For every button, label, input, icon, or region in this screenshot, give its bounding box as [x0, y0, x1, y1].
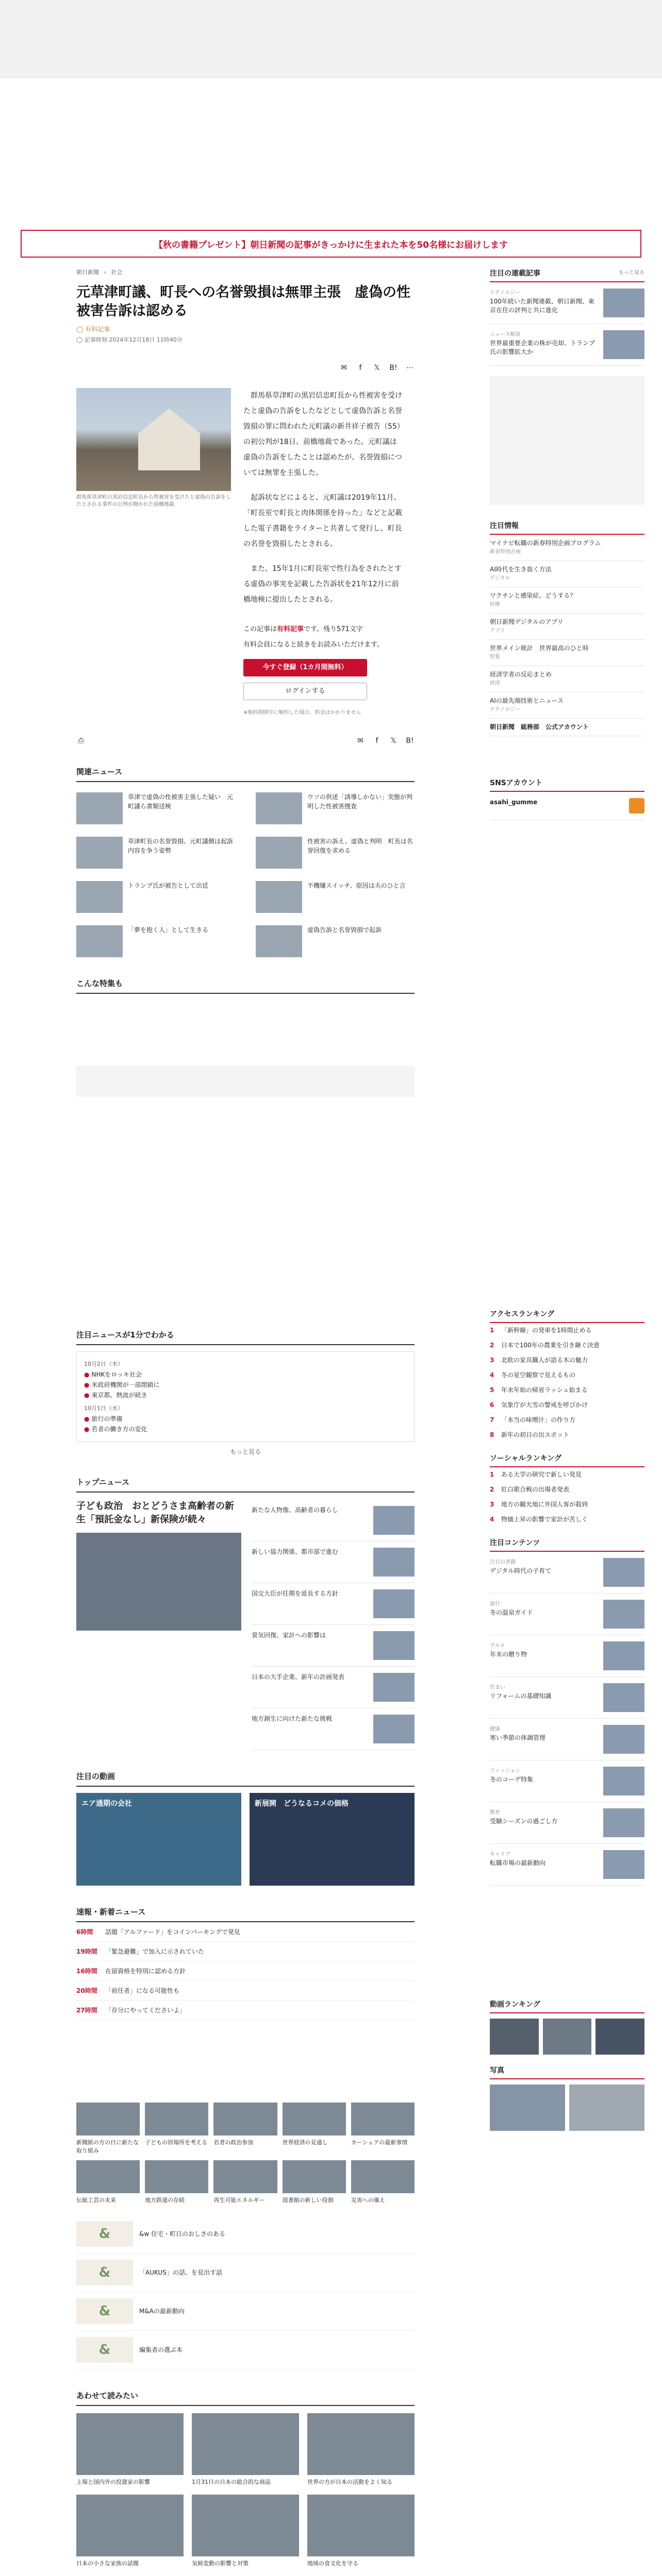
grid-card[interactable]: 世界経済の見通し — [283, 2103, 346, 2155]
sns-heading: SNSアカウント — [490, 777, 644, 792]
breadcrumb — [76, 268, 415, 276]
grid-card[interactable]: 災害への備え — [351, 2160, 415, 2205]
share-bar — [76, 363, 415, 372]
feed-list — [76, 1922, 415, 2020]
grid-card[interactable]: 再生可能エネルギー — [213, 2160, 277, 2205]
paywall-highlight: 有料記事 — [277, 625, 304, 633]
sidebar-ad[interactable] — [490, 376, 644, 505]
related-item[interactable] — [256, 925, 415, 957]
social-item[interactable]: 3 地方の観光地に外国人客が殺到 — [490, 1501, 588, 1508]
grid-card[interactable]: 図書館の新しい役割 — [283, 2160, 346, 2205]
mail-icon[interactable]: ✉ — [341, 364, 347, 372]
timeline-item[interactable]: ● NHKをロッキ社会 — [84, 1371, 142, 1378]
recommend-card[interactable]: 世界の方が日本の活動をよく知る — [307, 2413, 415, 2486]
related-list — [76, 792, 415, 957]
article-author[interactable]: ◯ 有料記事 — [76, 326, 110, 333]
ranking-heading: アクセスランキング — [490, 1309, 644, 1323]
recommend-card[interactable]: 日本の小さな家族の話題 — [76, 2495, 184, 2568]
topic-item[interactable]: 地方創生に向けた新たな挑戦 — [252, 1708, 415, 1750]
bookmark-icon[interactable]: B! — [406, 737, 414, 745]
contents-heading: 注目コンテンツ — [490, 1537, 644, 1552]
content-item[interactable]: キャリア 転職市場の最新動向 — [490, 1844, 644, 1886]
ranking-item[interactable]: 1 「新幹線」の発車を1時間止める — [490, 1327, 592, 1334]
more-link[interactable]: もっと見る — [619, 270, 644, 276]
main-column — [76, 268, 415, 1097]
facebook-icon[interactable]: f — [359, 364, 362, 372]
topic-item[interactable]: 日本の大手企業、新年の計画発表 — [252, 1667, 415, 1708]
special-heading: こんな特集も — [76, 978, 415, 994]
breadcrumb-item[interactable]: 社会 — [111, 269, 123, 276]
sidebar-latest-item[interactable]: ニュース解説 世界最重要企業の株が売却、トランプ氏の影響拡大か — [490, 324, 644, 366]
related-title: 草津町長の名誉毀損、元町議側は起訴内容を争う姿勢 — [128, 838, 234, 854]
mid-section — [76, 1329, 415, 2568]
article-body — [76, 388, 415, 721]
recommend-card[interactable]: 地域の食文化を守る — [307, 2495, 415, 2568]
related-item[interactable] — [256, 881, 415, 913]
topic-item[interactable]: 新たな人物像、高齢者の暮らし — [252, 1500, 415, 1541]
article-paragraph: また、15年1月に町長室で性行為をされたとする虚偽の事実を記載した告訴状を21年12月に前橋地検に提出したとされる。 — [243, 565, 402, 604]
sidebar-pick[interactable]: AIの最先端技術とニュース テクノロジー — [490, 692, 644, 719]
grid-card[interactable]: カーシェアの最新事情 — [351, 2103, 415, 2155]
timeline-date: 10月1日（水） — [84, 1405, 123, 1412]
grid-card[interactable]: 新聞紙の方の日に新たな取り組み — [76, 2103, 140, 2155]
related-item[interactable] — [76, 925, 235, 957]
print-icon[interactable]: ⎙ — [78, 737, 84, 745]
content-item[interactable]: 旅行 冬の温泉ガイド — [490, 1594, 644, 1635]
article-photo[interactable] — [76, 388, 231, 491]
feed-heading: 速報・新着ニュース — [76, 1906, 415, 1922]
feed-item[interactable]: 27時間 「存分にやってくださいよ」 — [76, 2001, 415, 2020]
paywall-text: この記事は — [243, 625, 277, 633]
top-banner-area — [0, 0, 662, 77]
grid-card[interactable]: 伝統工芸の未来 — [76, 2160, 140, 2205]
timeline-item[interactable]: ● 旅行の準備 — [84, 1415, 123, 1422]
facebook-icon[interactable]: f — [375, 737, 378, 745]
sidebar-lower — [490, 1309, 644, 2131]
paywall-text: 有料会員になると続きをお読みいただけます。 — [243, 641, 384, 649]
grid-cards — [76, 2103, 415, 2205]
content-item[interactable]: 注目の書籍 デジタル時代の子育て — [490, 1552, 644, 1594]
related-thumb — [76, 792, 123, 824]
photo-thumb[interactable] — [490, 2084, 565, 2131]
sidebar-pick[interactable]: 朝日新聞 総務部 公式アカウント — [490, 719, 644, 736]
topics-lead-title: 子ども政治 おとどうさま高齢者の新生「預託金なし」新保険が続々 — [76, 1501, 234, 1525]
ranking-item[interactable]: 8 新年の初日の出スポット — [490, 1431, 570, 1438]
ranking-item[interactable]: 2 日本で100年の農業を引き継ぐ決意 — [490, 1342, 600, 1349]
divider — [0, 77, 662, 78]
breadcrumb-item[interactable]: 朝日新聞 — [76, 269, 99, 276]
content-item[interactable]: 住まい リフォームの基礎知識 — [490, 1677, 644, 1719]
social-item[interactable]: 1 ある大学の研究で新しい発見 — [490, 1471, 582, 1478]
topic-item[interactable]: 新しい協力関係、都市部で進む — [252, 1541, 415, 1583]
photo-block — [76, 388, 231, 721]
sidebar — [490, 268, 644, 820]
related-title: 不機嫌スイッチ、原因は夫のひと言 — [307, 882, 406, 889]
social-heading: ソーシャルランキング — [490, 1453, 644, 1467]
related-title: 虚偽告訴と名誉毀損で起訴 — [307, 926, 382, 934]
x-icon[interactable]: 𝕏 — [390, 737, 396, 745]
ranking-item[interactable]: 3 北欧の家具職人が語る木の魅力 — [490, 1357, 588, 1364]
ranking-item[interactable]: 6 気象庁が大雪の警戒を呼びかけ — [490, 1401, 588, 1409]
brand-item[interactable]: & M&Aの最新動向 — [76, 2292, 415, 2331]
instagram-icon — [629, 798, 644, 814]
related-thumb — [256, 881, 302, 913]
recommend-heading: あわせて読みたい — [76, 2390, 415, 2406]
content-item[interactable]: ファッション 冬のコーデ特集 — [490, 1760, 644, 1802]
photo-heading: 写真 — [490, 2065, 644, 2079]
share-bar-bottom — [76, 736, 415, 745]
video-thumb[interactable] — [595, 2019, 644, 2055]
related-heading: 関連ニュース — [76, 766, 415, 782]
related-thumb — [256, 925, 302, 957]
topics-list — [252, 1500, 415, 1750]
more-icon[interactable]: ⋯ — [406, 364, 413, 372]
article-text — [243, 388, 403, 721]
brand-item[interactable]: & 編集者の選ぶ本 — [76, 2331, 415, 2369]
video-thumb[interactable] — [490, 2019, 539, 2055]
recommend-card[interactable]: 1月31日の日本の総合的な商品 — [192, 2413, 299, 2486]
ranking-item[interactable]: 4 冬の星空観察で見えるもの — [490, 1371, 576, 1379]
sidebar-picks-heading: 注目情報 — [490, 520, 644, 535]
topic-item[interactable]: 景気回復、家計への影響は — [252, 1625, 415, 1667]
ranking-item[interactable]: 7 「本当の味噌汁」の作り方 — [490, 1416, 576, 1423]
paywall-notice — [243, 622, 403, 653]
feed-item[interactable]: 16時間 在留資格を特別に認める方針 — [76, 1961, 415, 1981]
timeline-box — [76, 1351, 415, 1442]
timeline-item[interactable]: ● 若者の働き方の変化 — [84, 1426, 147, 1433]
timeline-item[interactable]: ● 東京都、熱波が続き — [84, 1392, 147, 1399]
related-thumb — [76, 881, 123, 913]
article-title: 元草津町議、町長への名誉毀損は無罪主張 虚偽の性被害告訴は認める — [76, 284, 410, 319]
timeline-heading: 注目ニュースが1分でわかる — [76, 1329, 415, 1345]
topics-heading: トップニュース — [76, 1477, 415, 1493]
related-title: 草津で虚偽の性被害主張した疑い 元町議ら書類送検 — [128, 793, 234, 810]
grid-card[interactable]: 地方鉄道の存続 — [145, 2160, 208, 2205]
video-ranking-heading: 動画ランキング — [490, 1999, 644, 2013]
video-thumb[interactable] — [543, 2019, 592, 2055]
login-button[interactable]: ログインする — [243, 683, 367, 700]
sidebar-latest-heading: 注目の連載記事 もっと見る — [490, 268, 644, 282]
topics-lead[interactable] — [76, 1500, 241, 1750]
related-item[interactable] — [256, 792, 415, 824]
related-item[interactable] — [256, 837, 415, 869]
video-ranking-row — [490, 2019, 644, 2055]
recommend-card[interactable]: 気候変動の影響と対策 — [192, 2495, 299, 2568]
video-item[interactable]: 新展開 どうなるコメの価格 — [250, 1793, 415, 1886]
recommend-card[interactable]: 上場と国内外の投資家の影響 — [76, 2413, 184, 2486]
related-thumb — [256, 792, 302, 824]
sidebar-latest-item[interactable]: テクノロジー 100年続いた新聞連載、朝日新聞、東京在住の評判と共に進化 — [490, 282, 644, 324]
feed-item[interactable]: 6時間 話題「アルファード」をコインパーキングで発見 — [76, 1922, 415, 1942]
related-item[interactable] — [76, 792, 235, 824]
photo-row — [490, 2084, 644, 2131]
promo-banner[interactable]: 【秋の書籍プレゼント】朝日新聞の記事がきっかけに生まれた本を50名様にお届けします — [21, 230, 641, 258]
article-timestamp: ◯ 記事時刻 2024年12月18日 11時40分 — [76, 336, 183, 343]
sns-account[interactable]: asahi_gumme — [490, 792, 644, 820]
paywall-text: です。残り571文字 — [304, 625, 363, 633]
feed-item[interactable]: 19時間 「緊急避難」で加入に示されていた — [76, 1942, 415, 1961]
sidebar-pick[interactable]: AI時代を生き抜く方法 デジタル — [490, 561, 644, 587]
sidebar-pick[interactable]: 経済学者の反応まとめ 経済 — [490, 666, 644, 692]
bookmark-icon[interactable]: B! — [389, 364, 398, 372]
ranking-item[interactable]: 5 年末年始の帰省ラッシュ始まる — [490, 1386, 588, 1394]
related-title: 「夢を抱く人」として生きる — [128, 926, 209, 934]
video-heading: 注目の動画 — [76, 1771, 415, 1787]
grid-card[interactable]: 子どもの居場所を考える — [145, 2103, 208, 2155]
mail-icon[interactable]: ✉ — [357, 737, 363, 745]
x-icon[interactable]: 𝕏 — [374, 364, 380, 372]
subscribe-button[interactable]: 今すぐ登録（1カ月間無料） — [243, 659, 367, 676]
photo-caption: 群馬県草津町の黒岩信忠町長から性被害を受けたと虚偽の告訴をしたとされる事件の公判が開かれた前橋地裁 — [76, 495, 231, 507]
content-item[interactable]: グルメ 年末の贈り物 — [490, 1635, 644, 1677]
social-item[interactable]: 2 紅白歌合戦の出場者発表 — [490, 1486, 570, 1493]
related-title: 性被害の訴え、虚偽と判明 町長は名誉回復を求める — [307, 838, 413, 854]
sidebar-pick[interactable]: ワクチンと感染症、どうする？ 医療 — [490, 587, 644, 614]
content-item[interactable]: 教育 受験シーズンの過ごし方 — [490, 1802, 644, 1844]
topics-lead-photo — [76, 1533, 241, 1631]
feed-item[interactable]: 20時間 「前任者」になる可能性も — [76, 1981, 415, 2001]
video-row — [76, 1793, 415, 1886]
paywall-note: ※無料期間中に解約した場合、料金はかかりません — [243, 710, 361, 716]
timeline-date: 10月2日（木） — [84, 1361, 123, 1367]
related-item[interactable] — [76, 881, 235, 913]
related-thumb — [76, 925, 123, 957]
sidebar-pick[interactable]: 朝日新聞デジタルのアプリ アプリ — [490, 614, 644, 640]
content-item[interactable]: 健康 寒い季節の体調管理 — [490, 1719, 644, 1760]
brand-item[interactable]: & 「AUKUS」の話、を見出す話 — [76, 2253, 415, 2292]
photo-thumb[interactable] — [569, 2084, 644, 2131]
article-paragraph: 群馬県草津町の黒岩信忠町長から性被害を受けたと虚偽の告訴をしたなどとして虚偽告訴と名誉毀損の罪に問われた元町議の新井祥子被告（55）の初公判が18日、前橋地裁であった。元町議は虚偽の告訴をしたことは認めたが、名誉毀損については無罪を主張した。 — [243, 392, 402, 477]
video-item[interactable]: エア通期の会社 — [76, 1793, 241, 1886]
related-thumb — [256, 837, 302, 869]
recommend-grid — [76, 2413, 415, 2568]
sidebar-pick[interactable]: マイナビ転職の新春特別企画プログラム 新春特別企画 — [490, 535, 644, 561]
special-area — [76, 994, 415, 1056]
sidebar-pick[interactable]: 世界メイン統計 世界最高のひと時 特集 — [490, 640, 644, 666]
ad-banner[interactable] — [76, 1066, 415, 1097]
topics-block — [76, 1500, 415, 1750]
social-item[interactable]: 4 物価上昇の影響で家計が苦しく — [490, 1516, 588, 1523]
article-paragraph: 起訴状などによると、元町議は2019年11月、「町長室で町長と肉体関係を持った」などと記載した電子書籍をライターと共著して発行し、町長の名誉を毀損したとされる。 — [243, 494, 402, 548]
related-item[interactable] — [76, 837, 235, 869]
timeline-item[interactable]: ● 米政府機関が一部閉鎖に — [84, 1381, 160, 1388]
related-title: ウソの供述「誘導しかない」実態が判明した性被害捜査 — [307, 793, 413, 810]
brand-item[interactable]: & &w 住宅・町日のおしさのある — [76, 2215, 415, 2253]
topic-item[interactable]: 国交大臣が任期を延長する方針 — [252, 1583, 415, 1625]
brand-list — [76, 2215, 415, 2369]
related-title: トランプ氏が被告として出廷 — [128, 882, 209, 889]
related-thumb — [76, 837, 123, 869]
grid-card[interactable]: 若者の政治参加 — [213, 2103, 277, 2155]
breadcrumb-separator: › — [104, 269, 106, 276]
timeline-more[interactable]: もっと見る — [229, 1448, 261, 1455]
